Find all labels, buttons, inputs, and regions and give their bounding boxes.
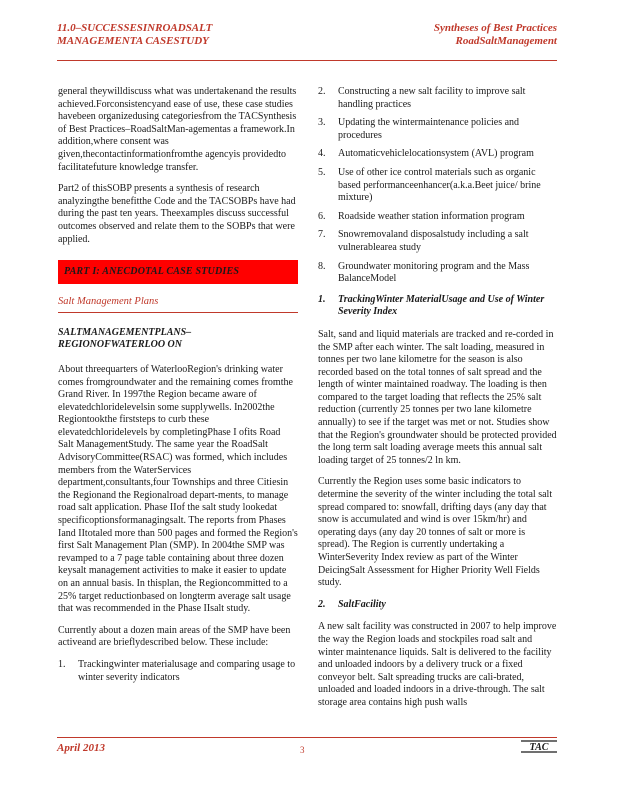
part2-paragraph: Part2 of thisSOBP presents a synthesis of research analyzingthe benefitthe Code and the TACSOBPs have had during the past ten years. Theexamples discuss successful outcomes observed and relate them to the SOBPs that were applied. bbox=[58, 183, 296, 245]
header-left-line2: MANAGEMENTA CASESTUDY bbox=[57, 35, 209, 47]
header-left bbox=[57, 22, 212, 48]
left-numbered-list bbox=[58, 659, 298, 684]
list-number: 1. bbox=[58, 658, 66, 670]
intro-paragraph: general theywilldiscuss what was undertakenand the results achieved.Forconsistencyand ease of use, these case studies havebeen organizedusing categoriesfrom the TACSynthesis of Best Practices–RoadSaltMan-agementas a framework.In addition,where consent was given,thecontactinformationfromthe agencyis providedto facilitatefuture knowledge transfer. bbox=[58, 86, 297, 173]
list-text: Groundwater monitoring program and the Mass BalanceModel bbox=[338, 260, 530, 285]
subsection-number: 1. bbox=[318, 293, 326, 305]
right-column bbox=[318, 86, 558, 719]
list-number: 2. bbox=[318, 86, 326, 97]
list-text: Roadside weather station information program bbox=[338, 210, 525, 222]
subsection-heading-salt-facility bbox=[318, 599, 558, 612]
list-text: Use of other ice control materials such as organic based performanceenhancer(a.k.a.Beet juice/ brine mixture) bbox=[338, 166, 541, 204]
list-number: 4. bbox=[318, 148, 326, 160]
subsection-number: 2. bbox=[318, 598, 326, 610]
header-right-line2: RoadSaltManagement bbox=[455, 35, 557, 47]
page-header bbox=[57, 22, 557, 62]
section-title: SALTMANAGEMENTPLANS–REGIONOFWATERLOO ON bbox=[58, 326, 192, 351]
tac-logo-text: TAC bbox=[529, 742, 549, 753]
header-right bbox=[434, 22, 557, 48]
severity-paragraph: Currently the Region uses some basic indicators to determine the severity of the winter including the total salt spread compared to: snowfall, drifting days (any day that snow is accumulated and wind is over 15km/hr) and operating days (any day 20 tonnes of salt or more is spread). The Region is currently undertaking a WinterSeverity Index review as part of the Winter DeicingSalt Assessment for Higher Priority Well Fields study. bbox=[318, 476, 553, 589]
tac-logo bbox=[520, 738, 558, 754]
tracking-paragraph: Salt, sand and liquid materials are tracked and re-corded in the SMP after each winter. The salt loading, measured in tonnes per two lane kilometre for the season is also recorded based on the total tonnes of salt spread and the length of winter maintained roadway. The loading is then compared to the target loading that reflects the 25% salt reduction (currently 25 tonnes per two lane kilometre annually) to see if the target was met or not. Studies show that the Region's groundwater should be protected provided the long term salt loading average meets this annual salt loading target of 25 tonnes/2 ln km. bbox=[318, 328, 557, 466]
waterloo-paragraph: About threequarters of WaterlooRegion's drinking water comes fromgroundwater and the remaining comes fromthe Grand River. In 1997the Region became aware of elevatedchloridelevelsin some supplywells. In2002the Regiontookthe firststeps to curb these elevatedchloridelevels by completingPhase I ofits Road Salt ManagementStudy. The same year the RoadSalt AdvisoryCommittee(RSAC) was formed, which includes members from the WaterServices department,consultants,four Townships and three Citiesin the Regionand the Regionalroad depart-ments, to manage road salt application. Phase IIof the salt study lookedat specificoptionsformanagingsalt. The reports from Phases Iand IItotaled more than 500 pages and formed the Region's first Salt Management Plan (SMP). In 2004the SMP was revamped to a 7 page table containing about three dozen keysalt management activities to make it easier to update on an annual basis. In thisplan, the Regioncommitted to a 25% target reductionbased on longterm average salt usage that was recommended in the Phase IIsalt study. bbox=[58, 363, 298, 615]
list-number: 6. bbox=[318, 210, 326, 222]
list-text: Updating the wintermaintenance policies and procedures bbox=[338, 117, 520, 141]
list-number: 8. bbox=[318, 260, 326, 272]
list-number: 7. bbox=[318, 229, 326, 241]
list-text: Trackingwinter materialusage and comparing usage to winter severity indicators bbox=[78, 658, 296, 683]
footer-date: April 2013 bbox=[57, 742, 105, 754]
salt-management-plans-heading: Salt Management Plans bbox=[58, 296, 298, 313]
list-item bbox=[318, 86, 558, 111]
left-column bbox=[58, 86, 298, 692]
list-item bbox=[318, 261, 558, 286]
currently-paragraph: Currently about a dozen main areas of the SMP have been activeand are brieflydescribed below. These include: bbox=[58, 624, 291, 649]
header-right-line1: Syntheses of Best Practices bbox=[433, 22, 557, 34]
list-item bbox=[318, 117, 558, 142]
salt-facility-paragraph: A new salt facility was constructed in 2007 to help improve the way the Region loads and stockpiles road salt and winter maintenance liquids. Salt is delivered to the facility and unloaded indoors by a delivery truck or a fixed conveyor belt. Salt spreading trucks are cali-brated, unloaded and loaded indoors in a drive-through. The salt storage area contains high push walls bbox=[318, 621, 557, 708]
header-divider bbox=[57, 60, 557, 61]
right-numbered-list bbox=[318, 86, 558, 286]
list-text: Automaticvehiclelocationsystem (AVL) program bbox=[338, 148, 534, 160]
page-number: 3 bbox=[300, 745, 305, 755]
list-number: 5. bbox=[318, 166, 326, 178]
list-number: 3. bbox=[318, 117, 326, 129]
subsection-heading-tracking bbox=[318, 294, 558, 319]
list-item bbox=[58, 659, 298, 684]
list-text: Snowremovaland disposalstudy including a salt vulnerablearea study bbox=[338, 229, 529, 253]
header-left-line1: 11.0–SUCCESSESINROADSALT bbox=[57, 22, 213, 34]
list-item bbox=[318, 148, 558, 161]
subsection-title: TrackingWinter MaterialUsage and Use of Winter Severity Index bbox=[338, 293, 545, 318]
list-item bbox=[318, 167, 558, 205]
list-item bbox=[318, 229, 558, 254]
footer-divider bbox=[57, 737, 557, 738]
list-text: Constructing a new salt facility to improve salt handling practices bbox=[338, 86, 526, 110]
part-banner: PART I: ANECDOTAL CASE STUDIES bbox=[58, 260, 298, 284]
list-item bbox=[318, 211, 558, 224]
subsection-title: SaltFacility bbox=[338, 598, 386, 610]
